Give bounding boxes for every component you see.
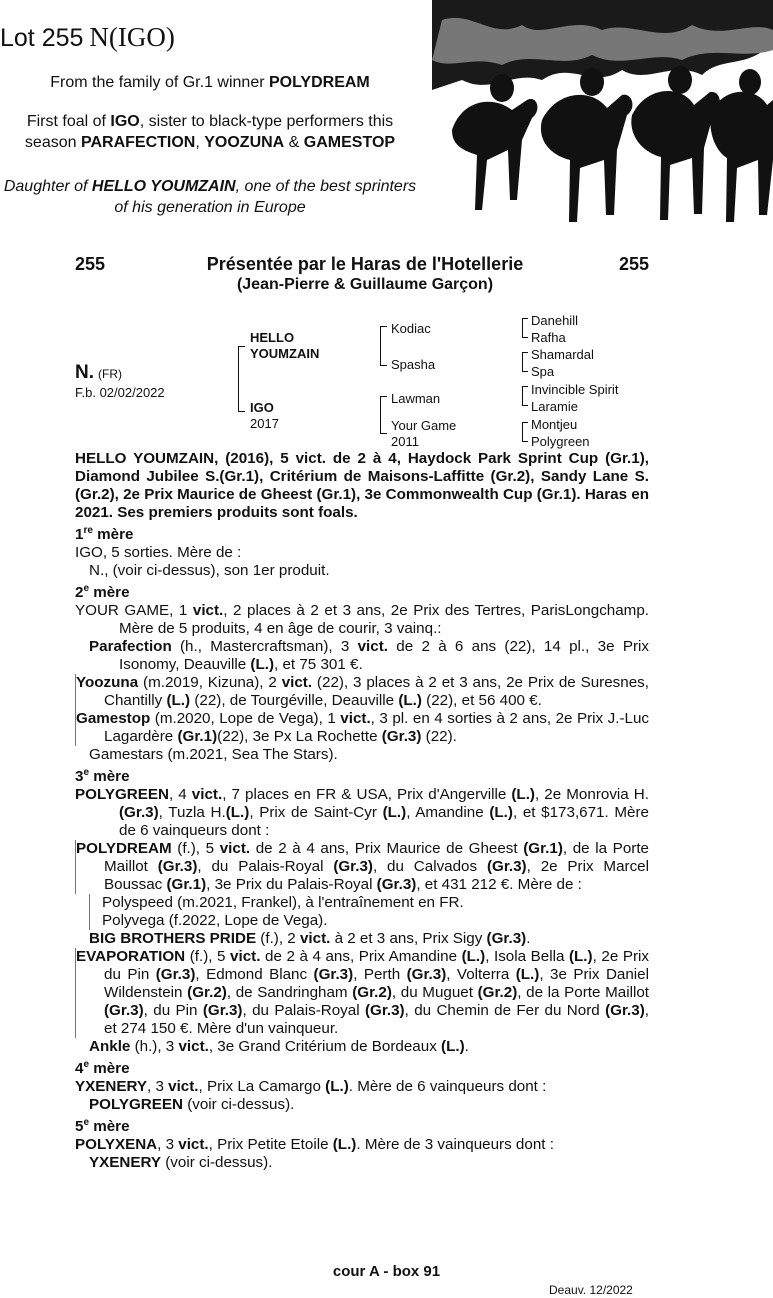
t: vict. [192,602,224,620]
t: de 2 à 4 ans, Prix Maurice de Gheest [250,840,524,858]
t: (L.) [166,692,191,710]
t: (f.), 5 [171,840,220,858]
dam3-entry [75,786,649,840]
produce-name: BIG BROTHERS PRIDE [89,930,257,948]
pedigree-sds: Shamardal [531,347,594,362]
promo-text: & [284,134,304,151]
t: , et 431 212 €. Mère de : [416,876,582,894]
t: POLYGREEN [89,1096,183,1114]
t: (L.) [568,948,593,966]
t: , 2e Prix du Pin [104,948,649,984]
t: (m.2019, Kizuna), 2 [138,674,282,692]
t: . Mère de 6 vainqueurs dont : [348,1078,547,1096]
t: (L.) [225,804,250,822]
t: (Gr.2) [187,984,227,1002]
sire-paragraph: HELLO YOUMZAIN, (2016), 5 vict. de 2 à 4, Haydock Park Sprint Cup (Gr.1), Diamond Jubilee S.(Gr.1), Critérium de Maisons-Laffitte (Gr.2), Sandy Lane S.(Gr.2), 2e Prix Maurice de Gheest (Gr.1), 3e Commonwealth Cup (Gr.1). Haras en 2021. Ses premiers produits sont foals. [75,450,649,521]
section-dam4 [75,1056,649,1078]
t: , de la Porte Maillot [104,840,649,876]
t: , 4 [168,786,192,804]
t: vict. [168,1078,199,1096]
section-number: 4 [75,1060,84,1078]
pedigree-bracket-3 [380,396,387,434]
section-dam5 [75,1114,649,1136]
t: vict. [178,1038,209,1056]
t: vict. [230,948,261,966]
t: (Gr.3) [376,876,417,894]
section-number: 5 [75,1118,84,1136]
promo-family [0,72,420,93]
t: , Prix La Camargo [198,1078,326,1096]
t: , Volterra [446,966,516,984]
section-sup: e [83,1117,90,1129]
t: YOUR GAME, 1 [75,602,193,620]
section-sup: re [83,525,93,536]
parafection-entry [75,638,649,674]
produce-name: POLYDREAM [76,840,172,858]
sale-reference: Deauv. 12/2022 [549,1283,633,1297]
t: (L.) [250,656,275,674]
t: (Gr.3) [364,1002,405,1020]
section-word: mère [89,768,130,786]
t: (Gr.1) [523,840,563,858]
t: , 2e Monrovia H. [535,786,649,804]
t: (Gr.3) [605,1002,645,1020]
t: , 3e Prix Daniel Wildenstein [104,966,649,1002]
t: (L.) [325,1078,349,1096]
t: (h.), 3 [130,1038,179,1056]
dam1-line2: N., (voir ci-dessus), son 1er produit. [89,562,330,580]
section-sup: e [83,583,90,595]
dam4-entry [75,1078,649,1096]
promo-text: First foal of [26,113,111,130]
pedigree-dd: Your Game [391,418,457,433]
t: (Gr.3) [119,804,159,822]
pedigree-bracket-1 [238,346,245,412]
t: , 2e Prix Marcel Boussac [104,858,649,894]
pedigree-dss: Invincible Spirit [531,382,619,397]
t: , du Calvados [372,858,487,876]
t: . Mère de 3 vainqueurs dont : [356,1136,554,1154]
pedigree-ddd: Polygreen [531,434,590,449]
polyvega-entry: Polyvega (f.2022, Lope de Vega). [89,912,649,930]
promo-sire [0,176,420,218]
pedigree-bracket-6 [522,386,528,406]
pedigree-dsd: Laramie [531,399,578,414]
section-dam3 [75,764,649,786]
t: , et 75 301 €. [274,656,363,674]
t: (Gr.3) [313,966,354,984]
t: , du Palais-Royal [197,858,334,876]
t: vict. [357,638,388,656]
horse-country: (FR) [98,367,122,381]
t: (Gr.1) [166,876,207,894]
t: (L.) [398,692,422,710]
produce-name: EVAPORATION [76,948,186,966]
t: vict. [281,674,313,692]
ankle-entry [75,1038,649,1056]
t: , 7 places en FR & USA, Prix d'Angerville [222,786,512,804]
section-number: 3 [75,768,84,786]
section-dam1 [75,522,649,544]
t: (Gr.3) [486,930,527,948]
section-number: 1 [75,526,84,544]
t: , Isola Bella [485,948,569,966]
t: vict. [191,786,223,804]
t: (Gr.3) [486,858,527,876]
t: , Perth [353,966,407,984]
horse-dob: F.b. 02/02/2022 [75,385,165,400]
lot-title [0,22,175,53]
presenter-names: (Jean-Pierre & Guillaume Garçon) [236,276,494,293]
t: , de la Porte Maillot [517,984,649,1002]
t: (Gr.3) [157,858,198,876]
promo-bold: GAMESTOP [303,134,396,151]
pedigree-sdd: Spa [531,364,555,379]
t: , du Chemin de Fer du Nord [404,1002,606,1020]
promo-text: , one of the best sprinters of his generation in Europe [114,178,417,216]
produce-name: Yoozuna [76,674,139,692]
t: (Gr.3) [202,1002,243,1020]
gamestars-entry: Gamestars (m.2021, Sea The Stars). [89,746,338,764]
t: , Prix Petite Etoile [208,1136,333,1154]
promo-bold: YOOZUNA [204,134,285,151]
section-dam2 [75,580,649,602]
pedigree-bracket-4 [522,318,528,338]
t: , du Palais-Royal [242,1002,365,1020]
t: (L.) [332,1136,357,1154]
promo-bold: POLYDREAM [268,74,370,91]
t: (voir ci-dessus). [161,1154,273,1172]
pedigree-sire: HELLO YOUMZAIN [250,330,320,361]
promo-bold: HELLO YOUMZAIN [91,178,236,195]
pedigree-bracket-2 [380,326,387,366]
t: YXENERY [75,1078,148,1096]
t: (Gr.2) [352,984,392,1002]
section-sup: e [83,1059,90,1071]
t: , 2 places à 2 et 3 ans, 2e Prix des Tertres, ParisLongchamp. Mère de 5 produits, 4 en âge de courir, 3 vainq.: [119,602,649,638]
t: de 2 à 6 ans (22), 14 pl., 3e Prix Isonomy, Deauville [119,638,649,674]
t: (Gr.3) [155,966,196,984]
t: (h., Mastercraftsman), 3 [171,638,358,656]
t: , du Pin [143,1002,203,1020]
horse-name-text: N. [75,362,94,383]
t: , et $173,671. Mère de 6 vainqueurs dont : [119,804,649,840]
pedigree-ds: Lawman [391,391,441,406]
pedigree-sss: Danehill [531,313,578,328]
t: vict. [219,840,251,858]
dam4-produce [75,1096,649,1114]
section-number: 2 [75,584,84,602]
presenter-header [150,254,580,294]
pedigree-ssd: Rafha [531,330,566,345]
catalogue-body [75,450,649,1172]
promo-first-foal [0,111,420,153]
t: (22), 3 places à 2 et 3 ans, 2e Prix de Suresnes, Chantilly [104,674,649,710]
t: , et 274 150 €. Mère d'un vainqueur. [104,1002,649,1038]
t: (Gr.3) [406,966,447,984]
dam1-line1: IGO, 5 sorties. Mère de : [75,544,242,562]
t: (L.) [461,948,486,966]
pedigree-bracket-7 [522,422,528,442]
promo-text: , [195,134,205,151]
promo-text: Daughter of [3,178,92,195]
lot-number-left: 255 [75,254,106,274]
t: . [464,1038,469,1056]
pedigree-dd-year: 2011 [391,434,419,449]
presenter: Présentée par le Haras de l'Hotellerie [206,254,524,274]
t: , 3e Grand Critérium de Bordeaux [208,1038,442,1056]
produce-name: Gamestop [76,710,151,728]
t: (Gr.3) [104,1002,144,1020]
horse-name [75,362,122,384]
promo-text: From the family of Gr.1 winner [50,74,269,91]
t: (Gr.3) [333,858,373,876]
t: (Gr.1) [177,728,218,746]
section-sup: e [83,767,90,779]
t: vict. [178,1136,209,1154]
t: (f.), 2 [256,930,300,948]
pedigree-dam: IGO [250,400,274,415]
t: (m.2020, Lope de Vega), 1 [150,710,341,728]
pedigree-sd: Spasha [391,357,436,372]
pedigree-ss: Kodiac [391,321,431,336]
pedigree-dds: Montjeu [531,417,578,432]
section-word: mère [92,526,134,544]
pedigree-bracket-5 [522,352,528,372]
bbp-entry [75,930,649,948]
t: à 2 et 3 ans, Prix Sigy [330,930,487,948]
t: , 3e Prix du Palais-Royal [206,876,377,894]
yoozuna-entry [75,674,649,710]
dam2-entry [75,602,649,638]
pedigree-dam-year: 2017 [250,416,279,431]
t: (L.) [382,804,407,822]
t: , de Sandringham [226,984,353,1002]
t: vict. [340,710,371,728]
t: , Edmond Blanc [195,966,314,984]
t: (voir ci-dessus). [182,1096,295,1114]
evaporation-entry [75,948,649,1038]
t: , Prix de Saint-Cyr [249,804,383,822]
t: YXENERY [89,1154,162,1172]
dam5-entry [75,1136,649,1154]
promo-bold: IGO [110,113,140,130]
t: (22), et 56 400 €. [421,692,542,710]
t: (22). [421,728,457,746]
section-word: mère [89,1118,130,1136]
promo-bold: PARAFECTION [80,134,196,151]
section-word: mère [89,1060,130,1078]
t: (f.), 5 [185,948,231,966]
t: , 3 [147,1078,169,1096]
box-location: cour A - box 91 [332,1263,441,1280]
t: , du Muguet [391,984,478,1002]
t: de 2 à 4 ans, Prix Amandine [260,948,462,966]
t: vict. [299,930,331,948]
t: (Gr.2) [477,984,518,1002]
section-word: mère [89,584,130,602]
t: (L.) [511,786,535,804]
t: (L.) [515,966,540,984]
t: , 3 pl. en 4 sorties à 2 ans, 2e Prix J.-Luc Lagardère [104,710,649,746]
lot-number-right: 255 [619,254,650,274]
polydream-entry [75,840,649,894]
t: (Gr.3) [381,728,422,746]
t: (L.) [489,804,513,822]
racehorses-photo [432,0,773,232]
lot-horse-name: N(IGO) [89,22,175,52]
t: , Tuzla H. [158,804,226,822]
t: POLYGREEN [75,786,169,804]
t: , Amandine [406,804,490,822]
t: (L.) [441,1038,465,1056]
t: , 3 [157,1136,179,1154]
promo-text: , sister to black-type performers this season [24,113,394,151]
t: . [526,930,531,948]
lot-number: Lot 255 [0,24,84,52]
gamestop-entry [75,710,649,746]
t: (22), de Tourgéville, Deauville [190,692,399,710]
produce-name: Ankle [89,1038,131,1056]
t: POLYXENA [75,1136,158,1154]
t: (22), 3e Px La Rochette [217,728,382,746]
produce-name: Parafection [89,638,172,656]
dam5-produce [75,1154,649,1172]
polyspeed-entry: Polyspeed (m.2021, Frankel), à l'entraînement en FR. [89,894,649,912]
